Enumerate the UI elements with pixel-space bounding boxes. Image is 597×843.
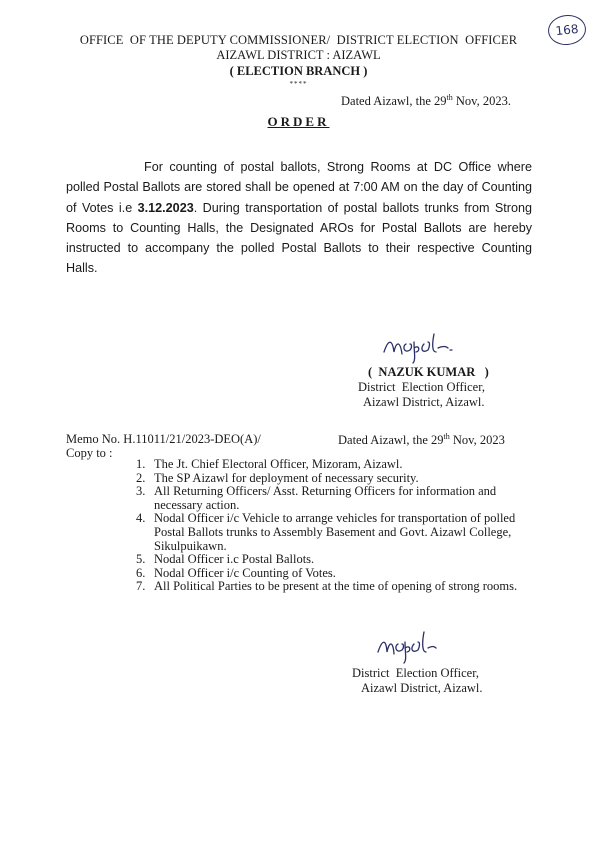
copy-to-list bbox=[136, 458, 536, 594]
list-item-number: 7. bbox=[136, 579, 146, 594]
list-item-text: All Returning Officers/ Asst. Returning Officers for information and necessary action. bbox=[154, 484, 497, 512]
list-item bbox=[136, 458, 536, 472]
signature-2-image bbox=[374, 628, 438, 664]
header-office: OFFICE OF THE DEPUTY COMMISSIONER/ DISTRICT ELECTION OFFICER bbox=[79, 33, 518, 47]
order-date-suffix: Nov, 2023. bbox=[452, 94, 511, 109]
signatory-address: Aizawl District, Aizawl. bbox=[363, 395, 485, 409]
memo-date-sup: th bbox=[443, 432, 450, 441]
list-item-text: Nodal Officer i.c Postal Ballots. bbox=[154, 552, 315, 567]
page-number-stamp: 168 bbox=[547, 13, 588, 47]
header-district: AIZAWL DISTRICT : AIZAWL bbox=[216, 48, 381, 62]
signatory-2-address: Aizawl District, Aizawl. bbox=[361, 681, 483, 695]
list-item-number: 6. bbox=[136, 565, 146, 580]
memo-number: Memo No. H.11011/21/2023-DEO(A)/ bbox=[66, 432, 261, 446]
list-item-number: 5. bbox=[136, 552, 146, 567]
list-item bbox=[136, 512, 536, 553]
order-body bbox=[66, 157, 532, 279]
memo-date bbox=[338, 432, 505, 448]
order-date bbox=[341, 93, 511, 109]
body-part1: For counting of postal ballots, Strong Rooms at DC Office where polled Postal Ballots are stored shall be opened at 7:00 AM on the day of Counting of Votes i.e bbox=[66, 160, 532, 215]
list-item bbox=[136, 553, 536, 567]
list-item-number: 2. bbox=[136, 470, 146, 485]
order-date-sup: th bbox=[446, 93, 453, 102]
header-stars: **** bbox=[289, 80, 308, 88]
order-title: ORDER bbox=[267, 114, 330, 129]
list-item-text: The SP Aizawl for deployment of necessary security. bbox=[154, 470, 419, 485]
signatory-name: ( NAZUK KUMAR ) bbox=[368, 365, 489, 379]
order-date-prefix: Dated Aizawl, the 29 bbox=[341, 94, 447, 109]
copy-to-label: Copy to : bbox=[66, 446, 113, 460]
signatory-2-designation: District Election Officer, bbox=[352, 666, 480, 680]
list-item-text: All Political Parties to be present at the time of opening of strong rooms. bbox=[154, 579, 518, 594]
header-branch: ( ELECTION BRANCH ) bbox=[229, 64, 368, 78]
signatory-designation: District Election Officer, bbox=[358, 380, 486, 394]
memo-date-prefix: Dated Aizawl, the 29 bbox=[338, 433, 444, 448]
list-item-text: The Jt. Chief Electoral Officer, Mizoram, Aizawl. bbox=[154, 457, 403, 471]
list-item-number: 1. bbox=[136, 457, 146, 471]
list-item-text: Nodal Officer i/c Counting of Votes. bbox=[154, 565, 336, 580]
list-item bbox=[136, 472, 536, 486]
list-item-number: 3. bbox=[136, 484, 146, 499]
list-item bbox=[136, 580, 536, 594]
body-part2: . During transportation of postal ballots trunks from Strong Rooms to Counting Halls, the Designated AROs for Postal Ballots are hereby instructed to accompany the polled Postal Ballots to their respective Counting Halls. bbox=[66, 200, 533, 276]
list-item bbox=[136, 567, 536, 581]
list-item-text: Nodal Officer i/c Vehicle to arrange vehicles for transportation of polled Postal Ballots trunks to Assembly Basement and Govt. Aizawl College, Sikulpuikawn. bbox=[154, 511, 516, 553]
body-bold-date: 3.12.2023 bbox=[137, 200, 194, 215]
list-item bbox=[136, 485, 536, 512]
signature-1-image bbox=[380, 330, 466, 364]
list-item-number: 4. bbox=[136, 511, 146, 526]
memo-date-suffix: Nov, 2023 bbox=[449, 433, 505, 448]
